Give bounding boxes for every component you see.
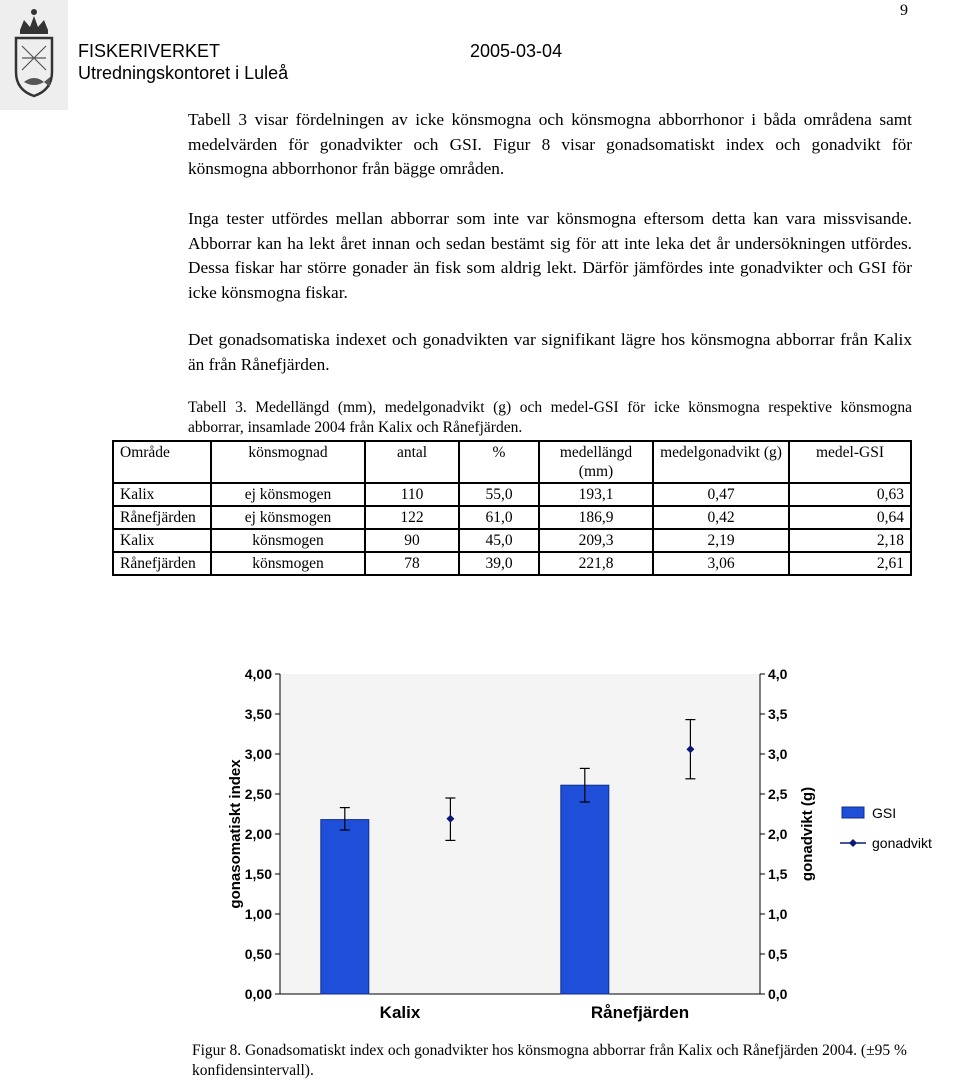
y2-tick-label: 1,5: [768, 866, 788, 882]
y-tick-label: 0,50: [244, 946, 272, 962]
table-cell: 0,42: [653, 506, 789, 529]
table-cell: 186,9: [539, 506, 653, 529]
legend-label-gsi: GSI: [872, 805, 897, 821]
column-header: antal: [365, 441, 459, 483]
table-row: [113, 552, 911, 575]
org-name: FISKERIVERKET: [78, 41, 221, 61]
y2-tick-label: 2,0: [768, 826, 788, 842]
header-org: [78, 40, 288, 84]
y-tick-label: 3,50: [244, 706, 272, 722]
column-header: medellängd (mm): [539, 441, 653, 483]
table-cell: 45,0: [459, 529, 539, 552]
column-header: medelgonadvikt (g): [653, 441, 789, 483]
table-cell: 221,8: [539, 552, 653, 575]
legend-swatch-gsi: [842, 807, 864, 818]
paragraph-3: Det gonadsomatiska indexet och gonadvikten var signifikant lägre hos könsmogna abborrar från Kalix än från Rånefjärden.: [188, 330, 912, 374]
table-cell: 2,19: [653, 529, 789, 552]
table-row: [113, 529, 911, 552]
table-cell: 2,61: [789, 552, 911, 575]
table-cell: Kalix: [113, 483, 211, 506]
table-cell: Rånefjärden: [113, 552, 211, 575]
column-header: könsmognad: [211, 441, 365, 483]
column-header: Område: [113, 441, 211, 483]
table-cell: 0,63: [789, 483, 911, 506]
y-tick-label: 2,00: [244, 826, 272, 842]
column-header: %: [459, 441, 539, 483]
table-cell: 55,0: [459, 483, 539, 506]
header-date: 2005-03-04: [470, 41, 563, 61]
y2-tick-label: 4,0: [768, 666, 788, 682]
data-table: [112, 440, 912, 576]
y2-axis-title: gonadvikt (g): [799, 786, 816, 882]
y2-tick-label: 2,5: [768, 786, 788, 802]
table-cell: ej könsmogen: [211, 506, 365, 529]
table-cell: 209,3: [539, 529, 653, 552]
figure-8-chart: [190, 642, 960, 1032]
page-number: 9: [900, 2, 908, 19]
y-tick-label: 0,00: [244, 986, 272, 1002]
table-cell: 122: [365, 506, 459, 529]
table-cell: 2,18: [789, 529, 911, 552]
gsi-bar: [561, 785, 609, 994]
y2-tick-label: 3,0: [768, 746, 788, 762]
paragraph-1: Tabell 3 visar fördelningen av icke könsmogna och könsmogna abborrhonor i båda områdena samt medelvärden för gonadvikter och GSI. Figur 8 visar gonadsomatiskt index och gonadvikt för könsmogna abborrhonor från bägge områden.: [188, 110, 912, 178]
fiskeriverket-logo: [0, 0, 68, 110]
table-caption: Tabell 3. Medellängd (mm), medelgonadvikt (g) och medel-GSI för icke könsmogna respektive könsmogna abborrar, insamlade 2004 från Kalix och Rånefjärden.: [188, 399, 912, 436]
table-cell: könsmogen: [211, 552, 365, 575]
table-cell: 0,47: [653, 483, 789, 506]
table-row: [113, 483, 911, 506]
gsi-bar: [321, 820, 369, 994]
table-cell: 0,64: [789, 506, 911, 529]
table-cell: 39,0: [459, 552, 539, 575]
y-axis-title: gonasomatiskt index: [227, 759, 244, 909]
table-cell: 61,0: [459, 506, 539, 529]
column-header: medel-GSI: [789, 441, 911, 483]
table-cell: 3,06: [653, 552, 789, 575]
table-cell: könsmogen: [211, 529, 365, 552]
y2-tick-label: 0,0: [768, 986, 788, 1002]
table-cell: Kalix: [113, 529, 211, 552]
paragraph-2: Inga tester utfördes mellan abborrar som inte var könsmogna eftersom detta kan vara missvisande. Abborrar kan ha lekt året innan och sedan bestämt sig för att inte leka det år undersökningen utfördes. Dessa fiskar har större gonader än fisk som aldrig lekt. Därför jämfördes inte gonadvikter och GSI för icke könsmogna fiskar.: [188, 209, 912, 302]
y-tick-label: 3,00: [244, 746, 272, 762]
y2-tick-label: 0,5: [768, 946, 788, 962]
table-cell: 90: [365, 529, 459, 552]
y-tick-label: 2,50: [244, 786, 272, 802]
figure-caption: Figur 8. Gonadsomatiskt index och gonadvikter hos könsmogna abborrar från Kalix och Rånefjärden 2004. (±95 % konfidensintervall).: [192, 1042, 907, 1079]
y-tick-label: 1,00: [244, 906, 272, 922]
y-tick-label: 4,00: [244, 666, 272, 682]
table-cell: 193,1: [539, 483, 653, 506]
legend-label-gonadvikt: gonadvikt: [872, 835, 932, 851]
table-row: [113, 506, 911, 529]
table-cell: 78: [365, 552, 459, 575]
y-tick-label: 1,50: [244, 866, 272, 882]
office-name: Utredningskontoret i Luleå: [78, 63, 289, 83]
y2-tick-label: 1,0: [768, 906, 788, 922]
x-tick-label: Rånefjärden: [590, 1003, 690, 1022]
table-cell: 110: [365, 483, 459, 506]
table-header-row: [113, 441, 911, 483]
x-tick-label: Kalix: [379, 1003, 421, 1022]
table-cell: ej könsmogen: [211, 483, 365, 506]
y2-tick-label: 3,5: [768, 706, 788, 722]
table-cell: Rånefjärden: [113, 506, 211, 529]
